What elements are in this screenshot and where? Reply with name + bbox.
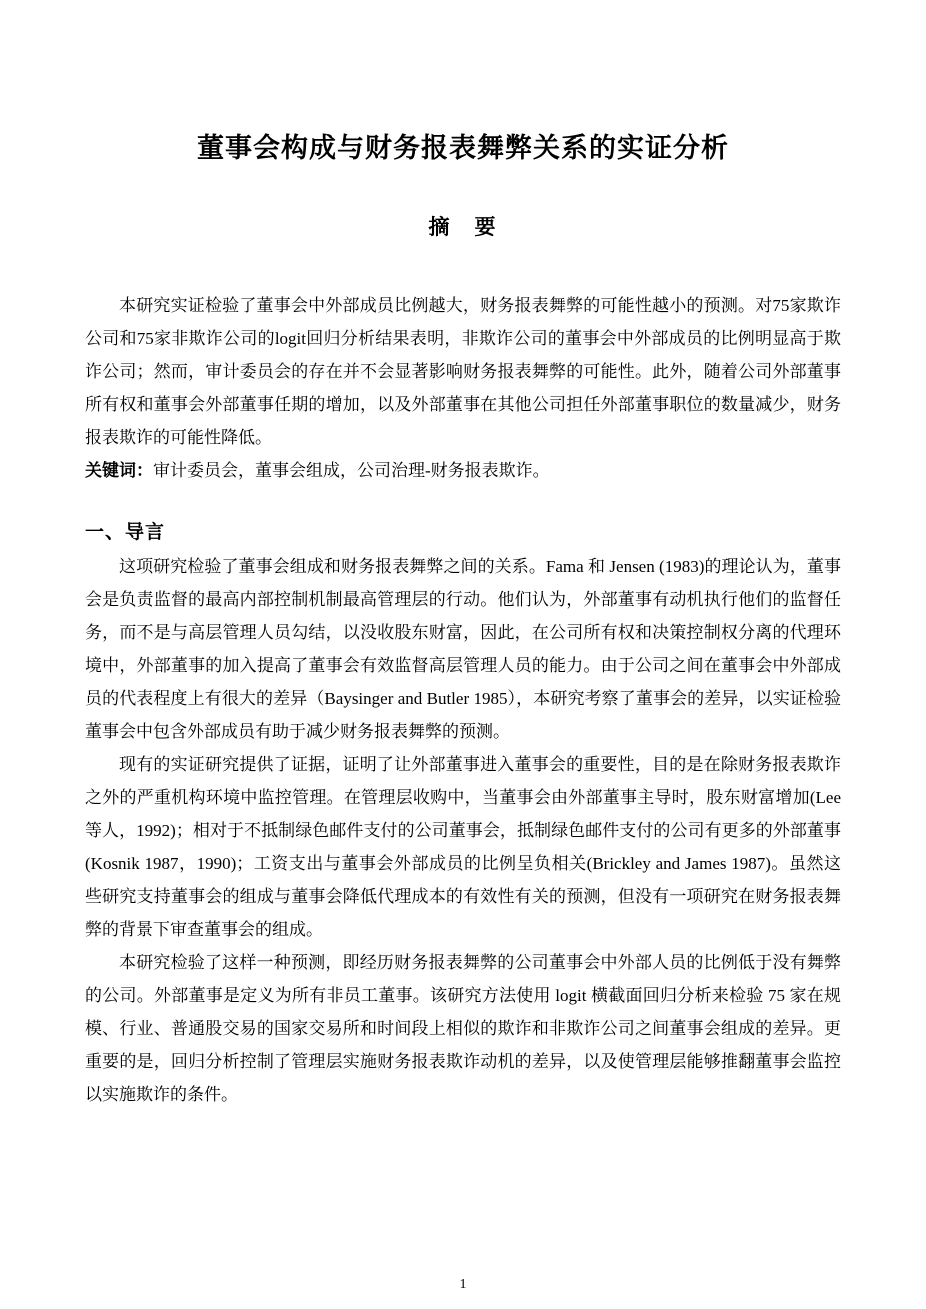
document-title: 董事会构成与财务报表舞弊关系的实证分析 bbox=[197, 133, 729, 163]
section-heading-introduction: 一、导言 bbox=[85, 522, 166, 543]
intro-paragraph-2: 现有的实证研究提供了证据，证明了让外部董事进入董事会的重要性，目的是在除财务报表欺诈之外的严重机构环境中监控管理。在管理层收购中，当董事会由外部董事主导时，股东财富增加(Lee 等人，1992)；相对于不抵制绿色邮件支付的公司董事会，抵制绿色邮件支付的公司有更多的外部董事(Kosnik 1987，1990)；工资支出与董事会外部成员的比例呈负相关(Brickley and James 1987)。虽然这些研究支持董事会的组成与董事会降低代理成本的有效性有关的预测，但没有一项研究在财务报表舞弊的背景下审查董事会的组成。 bbox=[85, 755, 841, 939]
keywords-line bbox=[85, 454, 841, 487]
keywords-label: 关键词： bbox=[85, 461, 153, 480]
intro-paragraph-1: 这项研究检验了董事会组成和财务报表舞弊之间的关系。Fama 和 Jensen (1983)的理论认为，董事会是负责监督的最高内部控制机制最高管理层的行动。他们认为，外部董事有动机执行他们的监督任务，而不是与高层管理人员勾结，以没收股东财富，因此，在公司所有权和决策控制权分离的代理环境中，外部董事的加入提高了董事会有效监督高层管理人员的能力。由于公司之间在董事会中外部成员的代表程度上有很大的差异（Baysinger and Butler 1985），本研究考察了董事会的差异，以实证检验董事会中包含外部成员有助于减少财务报表舞弊的预测。 bbox=[85, 557, 841, 741]
intro-paragraph-3: 本研究检验了这样一种预测，即经历财务报表舞弊的公司董事会中外部人员的比例低于没有舞弊的公司。外部董事是定义为所有非员工董事。该研究方法使用 logit 横截面回归分析来检验 75 家在规模、行业、普通股交易的国家交易所和时间段上相似的欺诈和非欺诈公司之间董事会组成的差异。更重要的是，回归分析控制了管理层实施财务报表欺诈动机的差异，以及使管理层能够推翻董事会监控以实施欺诈的条件。 bbox=[85, 953, 841, 1104]
abstract-paragraph: 本研究实证检验了董事会中外部成员比例越大，财务报表舞弊的可能性越小的预测。对75家欺诈公司和75家非欺诈公司的logit回归分析结果表明，非欺诈公司的董事会中外部成员的比例明显高于欺诈公司；然而，审计委员会的存在并不会显著影响财务报表舞弊的可能性。此外，随着公司外部董事所有权和董事会外部董事任期的增加，以及外部董事在其他公司担任外部董事职位的数量减少，财务报表欺诈的可能性降低。 bbox=[85, 296, 841, 447]
page-number: 1 bbox=[459, 1277, 467, 1292]
abstract-heading: 摘 要 bbox=[428, 215, 498, 239]
keywords-text: 审计委员会，董事会组成，公司治理-财务报表欺诈。 bbox=[153, 461, 550, 480]
